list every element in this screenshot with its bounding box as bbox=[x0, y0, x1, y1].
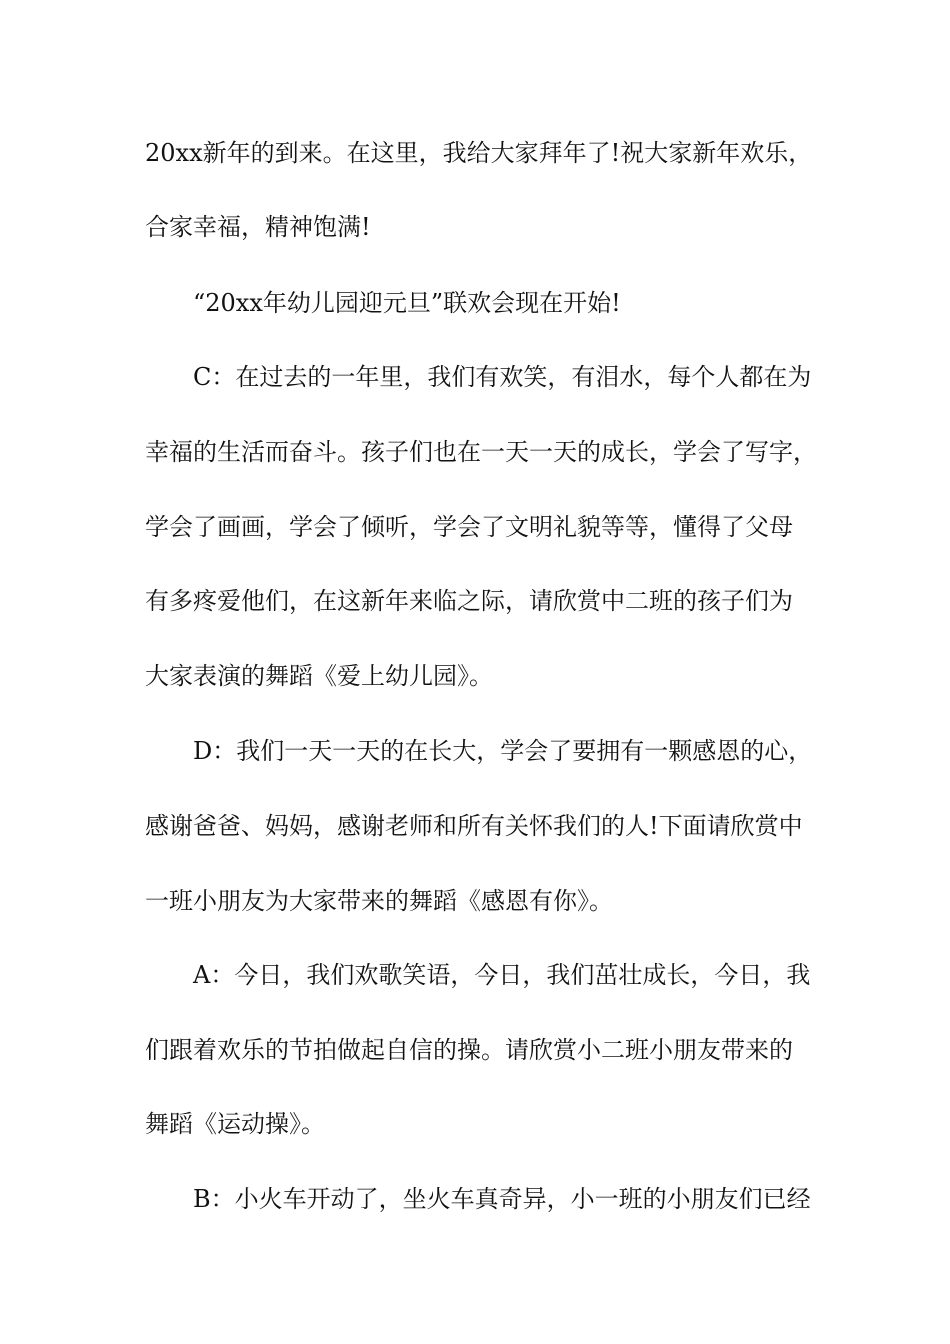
text-line: 合家幸福，精神饱满! bbox=[145, 213, 371, 241]
text-line: B：小火车开动了，坐火车真奇异，小一班的小朋友们已经 bbox=[193, 1185, 811, 1213]
text-line: C：在过去的一年里，我们有欢笑，有泪水，每个人都在为 bbox=[193, 363, 812, 391]
text-line: 20xx新年的到来。在这里，我给大家拜年了!祝大家新年欢乐， bbox=[145, 139, 813, 167]
text-line: 大家表演的舞蹈《爱上幼儿园》。 bbox=[145, 662, 493, 690]
text-line: 学会了画画，学会了倾听，学会了文明礼貌等等，懂得了父母 bbox=[145, 513, 793, 541]
text-line: “20xx年幼儿园迎元旦”联欢会现在开始! bbox=[193, 289, 621, 317]
text-line: D：我们一天一天的在长大，学会了要拥有一颗感恩的心， bbox=[193, 737, 813, 765]
text-line: 有多疼爱他们，在这新年来临之际，请欣赏中二班的孩子们为 bbox=[145, 587, 793, 615]
text-line: 一班小朋友为大家带来的舞蹈《感恩有你》。 bbox=[145, 887, 613, 915]
text-line: 舞蹈《运动操》。 bbox=[145, 1110, 325, 1138]
text-line: 感谢爸爸、妈妈，感谢老师和所有关怀我们的人!下面请欣赏中 bbox=[145, 812, 803, 840]
text-line: 们跟着欢乐的节拍做起自信的操。请欣赏小二班小朋友带来的 bbox=[145, 1036, 793, 1064]
text-line: A：今日，我们欢歌笑语，今日，我们茁壮成长，今日，我 bbox=[193, 961, 811, 989]
text-line: 幸福的生活而奋斗。孩子们也在一天一天的成长，学会了写字， bbox=[145, 438, 817, 466]
